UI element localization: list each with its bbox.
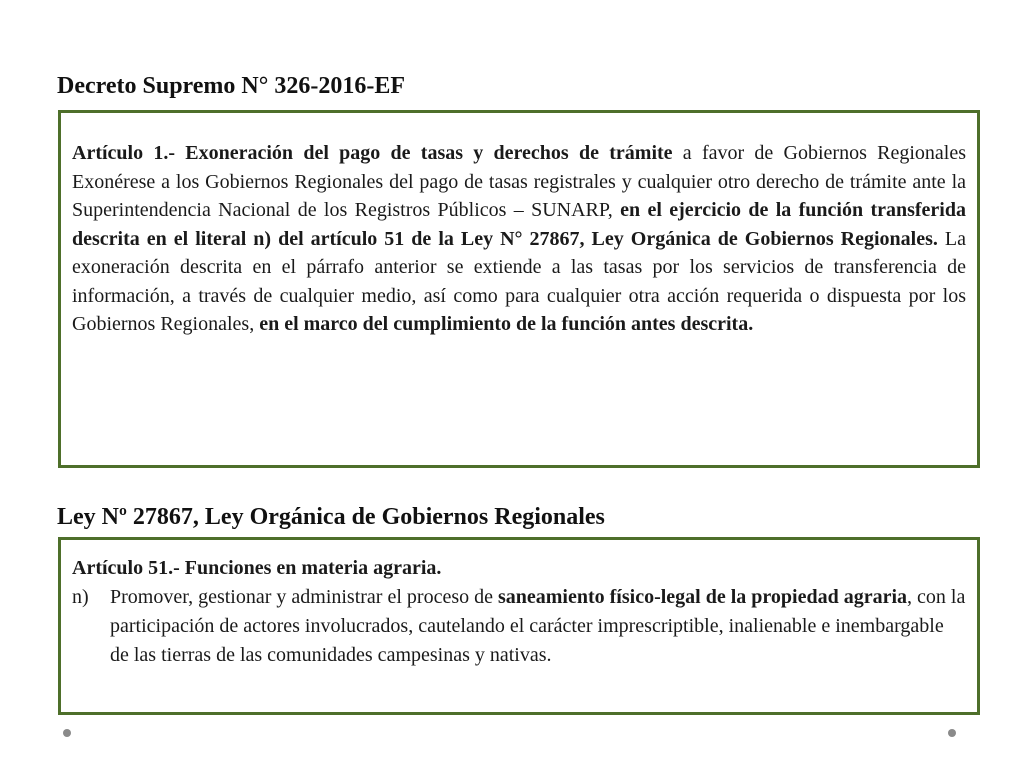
list-item [72, 583, 966, 670]
item-text-a: Promover, gestionar y administrar el proceso de [110, 586, 498, 608]
list-item-text [110, 583, 966, 670]
article-1-emphasis-a: en el ejercicio de la función transferida descrita en el literal n) del artículo 51 de la Ley N° 27867, Ley Orgánica de Gobiernos Regionales. [72, 199, 966, 250]
item-text-b: , con la participación de actores involucrados, cautelando el carácter imprescriptible, inalienable e inembargable de las tierras de las comunidades campesinas y nativas. [110, 586, 966, 666]
slide-dot-left [63, 729, 71, 737]
slide-dot-right [948, 729, 956, 737]
article-51-title: Artículo 51.- Funciones en materia agraria. [72, 557, 442, 579]
decreto-article-text [72, 139, 966, 339]
item-emphasis: saneamiento físico-legal de la propiedad agraria [497, 586, 908, 608]
decreto-heading: Decreto Supremo N° 326-2016-EF [57, 73, 405, 99]
article-1-text-a: a favor de Gobiernos Regionales Exonérese a los Gobiernos Regionales del pago de tasas registrales y cualquier otro derecho de trámite ante la Superintendencia Nacional de los Registros Públicos – SUNARP, [72, 142, 967, 221]
article-1-title: Artículo 1.- Exoneración del pago de tasas y derechos de trámite [72, 142, 673, 164]
decreto-article-box [58, 110, 980, 468]
ley-article-box [58, 537, 980, 715]
article-1-emphasis-b: en el marco del cumplimiento de la función antes descrita. [259, 313, 754, 335]
ley-heading: Ley Nº 27867, Ley Orgánica de Gobiernos Regionales [57, 504, 605, 530]
list-marker: n) [72, 586, 89, 608]
article-1-text-b: La exoneración descrita en el párrafo anterior se extiende a las tasas por los servicios de transferencia de información, a través de cualquier medio, así como para cualquier otra acción requerida o dispuesta por los Gobiernos Regionales, [72, 227, 967, 335]
